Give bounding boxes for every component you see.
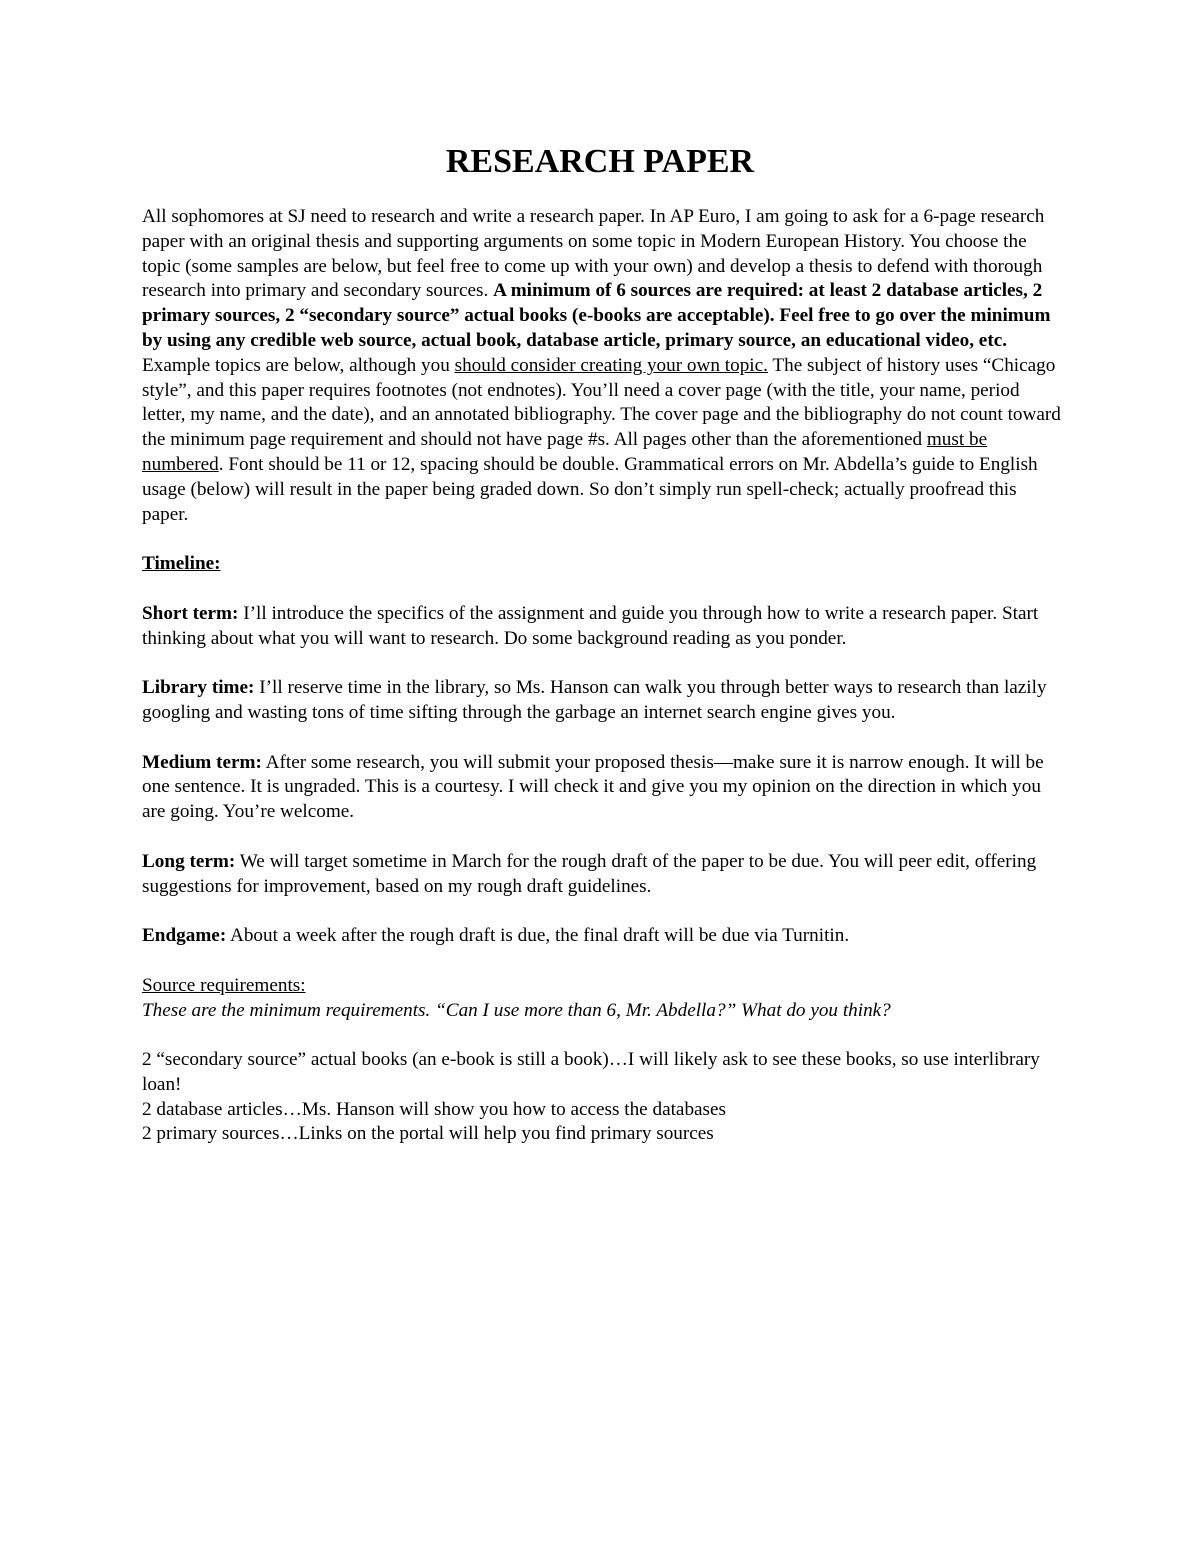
document-body bbox=[142, 205, 1062, 1147]
intro-requirements-bold: A minimum of 6 sources are required: at least 2 database articles, 2 primary sources, 2 “secondary source” actual books (e-books are acceptable). Feel free to go over the minimum by using any credible web source, actual book, database article, primary source, an educational video, etc. bbox=[142, 280, 1051, 351]
intro-paragraph bbox=[142, 205, 1062, 527]
intro-text-1: All sophomores at SJ need to research and write a research paper. In AP Euro, I am going to ask for a 6-page research paper with an original thesis and supporting arguments on some topic in Modern European History. You choose the topic (some samples are below, but feel free to come up with your own) and develop a thesis to defend with thorough research into primary and secondary sources. bbox=[142, 206, 1045, 302]
timeline-label: Endgame: bbox=[142, 925, 227, 947]
sources-heading: Source requirements: bbox=[142, 974, 306, 996]
timeline-heading: Timeline: bbox=[142, 553, 221, 575]
timeline-item-short-term bbox=[142, 602, 1062, 652]
intro-numbered-underlined: must be numbered bbox=[142, 429, 988, 475]
timeline-text: About a week after the rough draft is due, the final draft will be due via Turnitin. bbox=[226, 925, 850, 947]
source-line: 2 database articles…Ms. Hanson will show you how to access the databases bbox=[142, 1098, 727, 1120]
timeline-text: We will target sometime in March for the rough draft of the paper to be due. You will peer edit, offering suggestions for improvement, based on my rough draft guidelines. bbox=[142, 850, 1037, 897]
timeline-label: Long term: bbox=[142, 850, 236, 872]
timeline-label: Library time: bbox=[142, 677, 255, 699]
sources-note: These are the minimum requirements. “Can I use more than 6, Mr. Abdella?” What do you think? bbox=[142, 999, 891, 1021]
intro-text-3: The subject of history uses “Chicago style”, and this paper requires footnotes (not endnotes). You’ll need a cover page (with the title, your name, period letter, my name, and the date), and an annotated bibliography. The cover page and the bibliography do not count toward the minimum page requirement and should not have page #s. All pages other than the aforementioned bbox=[142, 354, 1061, 451]
source-line: 2 “secondary source” actual books (an e-book is still a book)…I will likely ask to see these books, so use interlibrary loan! bbox=[142, 1049, 1040, 1095]
intro-text-4: . Font should be 11 or 12, spacing should be double. Grammatical errors on Mr. Abdella’s guide to English usage (below) will result in the paper being graded down. So don’t simply run spell-check; actually proofread this paper. bbox=[142, 453, 1038, 525]
timeline-item-long-term bbox=[142, 850, 1062, 900]
source-line: 2 primary sources…Links on the portal will help you find primary sources bbox=[142, 1123, 714, 1145]
timeline-item-medium-term bbox=[142, 751, 1062, 825]
timeline-text: I’ll introduce the specifics of the assignment and guide you through how to write a research paper. Start thinking about what you will want to research. Do some background reading as you ponder. bbox=[142, 602, 1039, 649]
timeline-text: I’ll reserve time in the library, so Ms. Hanson can walk you through better ways to research than lazily googling and wasting tons of time sifting through the garbage an internet search engine gives you. bbox=[142, 677, 1047, 723]
document-title: RESEARCH PAPER bbox=[445, 143, 755, 180]
timeline-text: After some research, you will submit your proposed thesis—make sure it is narrow enough. It will be one sentence. It is ungraded. This is a courtesy. I will check it and give you my opinion on the direction in which you are going. You’re welcome. bbox=[142, 751, 1044, 823]
timeline-item-library-time bbox=[142, 676, 1062, 726]
timeline-label: Short term: bbox=[142, 602, 239, 624]
timeline-item-endgame bbox=[142, 924, 1062, 949]
intro-text-2: Example topics are below, although you bbox=[142, 354, 455, 376]
timeline-label: Medium term: bbox=[142, 751, 262, 773]
intro-own-topic-underlined: should consider creating your own topic. bbox=[454, 354, 768, 376]
